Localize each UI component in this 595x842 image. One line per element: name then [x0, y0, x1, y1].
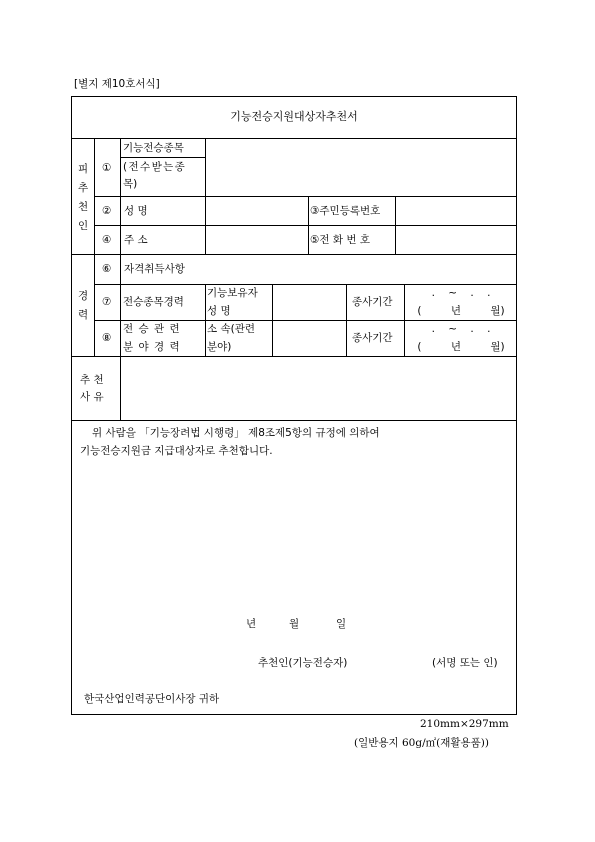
period-label-7: 종사기간: [352, 296, 393, 308]
section-reason-line-2: 사 유: [80, 391, 104, 403]
transmission-career-label: 전승종목경력: [123, 296, 184, 308]
addressee: 한국산업인력공단이사장 귀하: [84, 693, 220, 705]
resident-number-label: ③주민등록번호: [310, 205, 381, 217]
section-career-char-1: 경: [78, 290, 89, 302]
skill-item-sublabel: (전수받는종: [123, 161, 187, 173]
holder-label: 기능보유자: [207, 287, 258, 299]
affiliation-label: 소 속(관련: [207, 323, 256, 335]
period-range-8: . ~ . .: [431, 323, 491, 335]
skill-item-label: 기능전승종목: [123, 142, 184, 154]
date-day: 일: [336, 618, 347, 630]
related-career-label: 전 승 관 련: [123, 323, 180, 335]
row-number-4: ④: [102, 234, 112, 246]
period-label-8: 종사기간: [352, 332, 393, 344]
section-nominee-char-4: 인: [78, 220, 89, 232]
signature-label: (서명 또는 인): [432, 657, 498, 669]
affiliation-sublabel: 분야): [207, 341, 232, 353]
related-career-sublabel: 분 야 경 력: [123, 341, 180, 353]
skill-item-field[interactable]: [206, 139, 516, 196]
body-text-line-2: 기능전승지원금 지급대상자로 추천합니다.: [80, 445, 273, 457]
date-year: 년: [246, 618, 257, 630]
address-field[interactable]: [206, 226, 308, 254]
qualification-field[interactable]: [206, 255, 516, 284]
paper-type: (일반용지 60g/㎡(재활용품)): [354, 737, 489, 749]
body-text-line-1: 위 사람을 「기능장려법 시행령」 제8조제5항의 규정에 의하여: [92, 427, 380, 439]
section-nominee-char-3: 천: [78, 201, 89, 213]
row-number-8: ⑧: [102, 332, 112, 344]
phone-field[interactable]: [396, 226, 516, 254]
section-nominee-char-1: 피: [78, 163, 89, 175]
period-range-7: . ~ . .: [431, 287, 491, 299]
skill-item-sublabel-end: 목): [123, 178, 138, 190]
recommender-label: 추천인(기능전승자): [258, 657, 348, 669]
date-month: 월: [289, 618, 300, 630]
holder-name-label: 성 명: [207, 305, 231, 317]
row-number-2: ②: [102, 205, 112, 217]
paper-size: 210mm×297mm: [420, 718, 509, 730]
section-career-char-2: 력: [78, 309, 89, 321]
holder-name-field[interactable]: [273, 285, 346, 320]
phone-label: ⑤전 화 번 호: [310, 234, 370, 246]
name-label: 성 명: [124, 205, 148, 217]
resident-number-field[interactable]: [396, 197, 516, 225]
address-label: 주 소: [124, 234, 148, 246]
row-number-1: ①: [102, 162, 112, 174]
name-field[interactable]: [206, 197, 308, 225]
period-units-7: ( 년 월): [417, 305, 505, 317]
affiliation-field[interactable]: [273, 321, 346, 356]
form-number: [별지 제10호서식]: [74, 78, 160, 90]
row-number-6: ⑥: [102, 263, 112, 275]
section-nominee-char-2: 추: [78, 182, 89, 194]
reason-field[interactable]: [121, 357, 516, 420]
period-units-8: ( 년 월): [417, 341, 505, 353]
section-reason-line-1: 추 천: [80, 374, 104, 386]
row-number-7: ⑦: [102, 296, 112, 308]
form-title: 기능전승지원대상자추천서: [230, 110, 358, 123]
qualification-label: 자격취득사항: [124, 263, 185, 275]
